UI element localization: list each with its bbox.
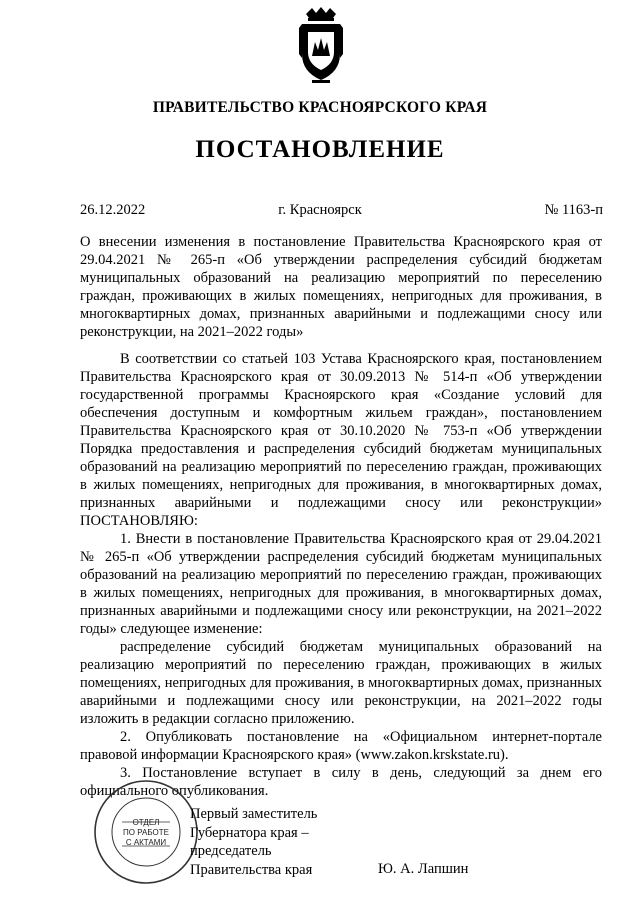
item-2-paragraph: 2. Опубликовать постановление на «Официальном интернет-портале правовой информации Красноярского края» (www.zakon.krskstate.ru).: [80, 729, 602, 763]
signature-line-2: Губернатора края –: [190, 824, 309, 841]
organization-name: ПРАВИТЕЛЬСТВО КРАСНОЯРСКОГО КРАЯ: [152, 99, 488, 116]
item-1-paragraph: 1. Внести в постановление Правительства Красноярского края от 29.04.2021 № 265-п «Об утверждении распределения субсидий бюджетам муниципальных образований на реализацию мероприятий по переселению граждан, проживающих в жилых помещениях, непригодных для проживания, в многоквартирных домах, признанных аварийными и подлежащими сносу или реконструкции, на 2021–2022 годы» следующее изменение:: [80, 531, 602, 637]
document-date: 26.12.2022: [80, 202, 146, 218]
signature-line-4: Правительства края: [190, 862, 313, 879]
document-city: г. Красноярск: [278, 202, 362, 218]
stamp-line-2: ПО РАБОТЕ: [123, 828, 169, 837]
document-type: ПОСТАНОВЛЕНИЕ: [195, 136, 445, 163]
krasnoyarsk-coat-of-arms-icon: [298, 6, 344, 86]
stamp-text: [104, 818, 188, 848]
document-body: [80, 350, 602, 800]
document-title: О внесении изменения в постановление Правительства Красноярского края от 29.04.2021 № 265-п «Об утверждении распределения субсидий бюджетам муниципальных образований на реализацию мероприятий по переселению граждан, проживающих в жилых помещениях, непригодных для проживания, в многоквартирных домах, признанных аварийными и подлежащими сносу или реконструкции, на 2021–2022 годы»: [80, 234, 602, 340]
stamp-line-1: ОТДЕЛ: [132, 818, 160, 827]
stamp-line-3: С АКТАМИ: [125, 838, 167, 847]
signature-line-3: председатель: [190, 843, 272, 860]
document-number: № 1163-п: [544, 202, 603, 218]
signer-name: Ю. А. Лапшин: [378, 861, 469, 877]
item-1-change-paragraph: распределение субсидий бюджетам муниципальных образований на реализацию мероприятий по переселению граждан, проживающих в жилых помещениях, непригодных для проживания, в многоквартирных домах, признанных аварийными и подлежащими сносу или реконструкции, на 2021–2022 годы изложить в редакции согласно приложению.: [80, 639, 602, 727]
signature-line-1: Первый заместитель: [190, 806, 318, 822]
signature-title: [190, 805, 317, 880]
preamble-paragraph: В соответствии со статьей 103 Устава Красноярского края, постановлением Правительства Красноярского края от 30.09.2013 № 514-п «Об утверждении государственной программы Красноярского края «Создание условий для обеспечения доступным и комфортным жильем граждан», постановлением Правительства Красноярского края от 30.10.2020 № 753-п «Об утверждении Порядка предоставления и распределения субсидий бюджетам муниципальных образований на реализацию мероприятий по переселению граждан, проживающих в жилых помещениях, непригодных для проживания, в многоквартирных домах, признанных аварийными и подлежащими сносу или реконструкции» ПОСТАНОВЛЯЮ:: [80, 351, 602, 529]
item-3-paragraph: 3. Постановление вступает в силу в день, следующий за днем его официального опубликования.: [80, 765, 602, 799]
